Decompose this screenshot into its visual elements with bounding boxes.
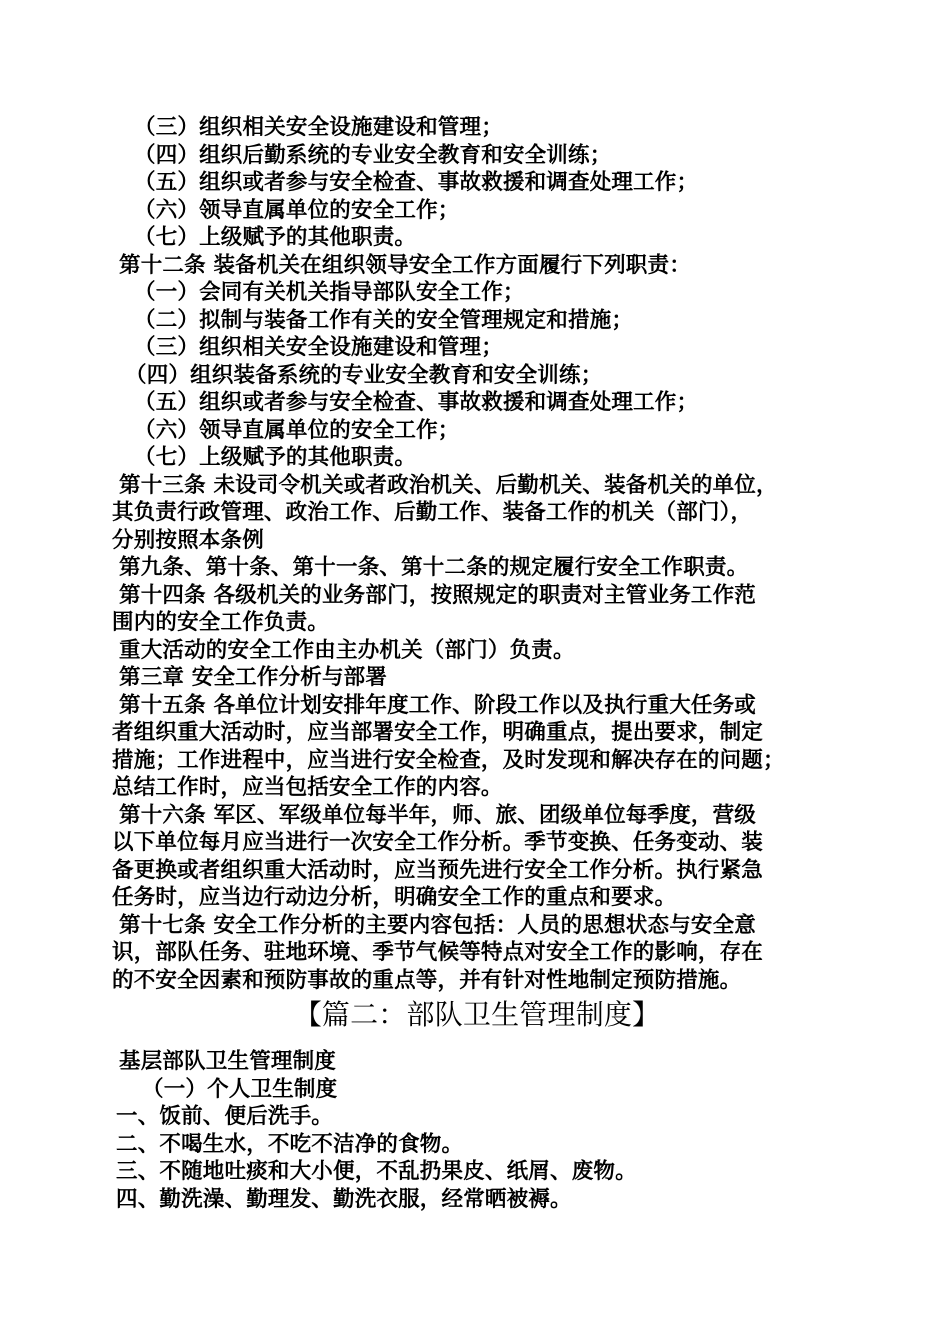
document-body: [112, 114, 842, 1213]
text-line: 备更换或者组织重大活动时，应当预先进行安全工作分析。执行紧急: [112, 857, 764, 883]
text-line: （七）上级赋予的其他职责。: [134, 225, 417, 250]
text-line: 以下单位每月应当进行一次安全工作分析。季节变换、任务变动、装: [112, 830, 764, 855]
text-line: （三）组织相关安全设施建设和管理；: [134, 335, 503, 360]
text-line: 第九条、第十条、第十一条、第十二条的规定履行安全工作职责。: [119, 555, 749, 580]
text-line: （六）领导直属单位的安全工作；: [134, 417, 460, 443]
text-line: 分别按照本条例: [112, 527, 264, 553]
text-line: （五）组织或者参与安全检查、事故救援和调查处理工作；: [134, 170, 699, 195]
text-line: （三）组织相关安全设施建设和管理；: [134, 115, 503, 140]
chapter-heading-line: 第三章 安全工作分析与部署: [119, 665, 388, 690]
article-heading-line: 第十二条 装备机关在组织领导安全工作方面履行下列职责：: [119, 252, 691, 278]
text-line: 围内的安全工作负责。: [112, 610, 330, 635]
text-line: （四）组织后勤系统的专业安全教育和安全训练；: [134, 142, 612, 168]
text-line: 措施；工作进程中，应当进行安全检查，及时发现和解决存在的问题；: [112, 747, 785, 773]
text-line: （五）组织或者参与安全检查、事故救援和调查处理工作；: [134, 390, 699, 415]
subsection-heading: （一）个人卫生制度: [142, 1076, 338, 1102]
text-line: 其负责行政管理、政治工作、后勤工作、装备工作的机关（部门），: [112, 500, 753, 525]
text-line: （七）上级赋予的其他职责。: [134, 445, 417, 470]
article-heading-line: 第十六条 军区、军级单位每半年，师、旅、团级单位每季度，营级: [119, 802, 756, 828]
text-line: 总结工作时，应当包括安全工作的内容。: [112, 775, 503, 800]
text-line: （六）领导直属单位的安全工作；: [134, 197, 460, 223]
list-item: 二、不喝生水，不吃不洁净的食物。: [116, 1131, 464, 1157]
article-heading-line: 第十三条 未设司令机关或者政治机关、后勤机关、装备机关的单位，: [119, 472, 778, 498]
article-heading-line: 第十四条 各级机关的业务部门，按照规定的职责对主管业务工作范: [119, 582, 756, 608]
text-line: （二）拟制与装备工作有关的安全管理规定和措施；: [134, 307, 634, 333]
article-heading-line: 第十五条 各单位计划安排年度工作、阶段工作以及执行重大任务或: [119, 692, 756, 718]
text-line: （一）会同有关机关指导部队安全工作；: [134, 280, 525, 305]
list-item: 一、饭前、便后洗手。: [116, 1104, 334, 1129]
text-line: 任务时，应当边行动边分析，明确安全工作的重点和要求。: [112, 885, 677, 910]
text-line: 的不安全因素和预防事故的重点等，并有针对性地制定预防措施。: [112, 967, 742, 993]
subsection-title: 基层部队卫生管理制度: [119, 1049, 337, 1074]
list-item: 四、勤洗澡、勤理发、勤洗衣服，经常晒被褥。: [116, 1186, 572, 1212]
text-line: 重大活动的安全工作由主办机关（部门）负责。: [119, 637, 575, 663]
list-item: 三、不随地吐痰和大小便，不乱扔果皮、纸屑、废物。: [116, 1159, 637, 1184]
article-heading-line: 第十七条 安全工作分析的主要内容包括：人员的思想状态与安全意: [119, 912, 756, 938]
text-line: 识，部队任务、驻地环境、季节气候等特点对安全工作的影响，存在: [112, 940, 764, 965]
text-line: 者组织重大活动时，应当部署安全工作，明确重点，提出要求，制定: [112, 720, 764, 745]
section-title: 【篇二：部队卫生管理制度】: [293, 998, 661, 1031]
text-line: （四）组织装备系统的专业安全教育和安全训练；: [125, 362, 603, 388]
